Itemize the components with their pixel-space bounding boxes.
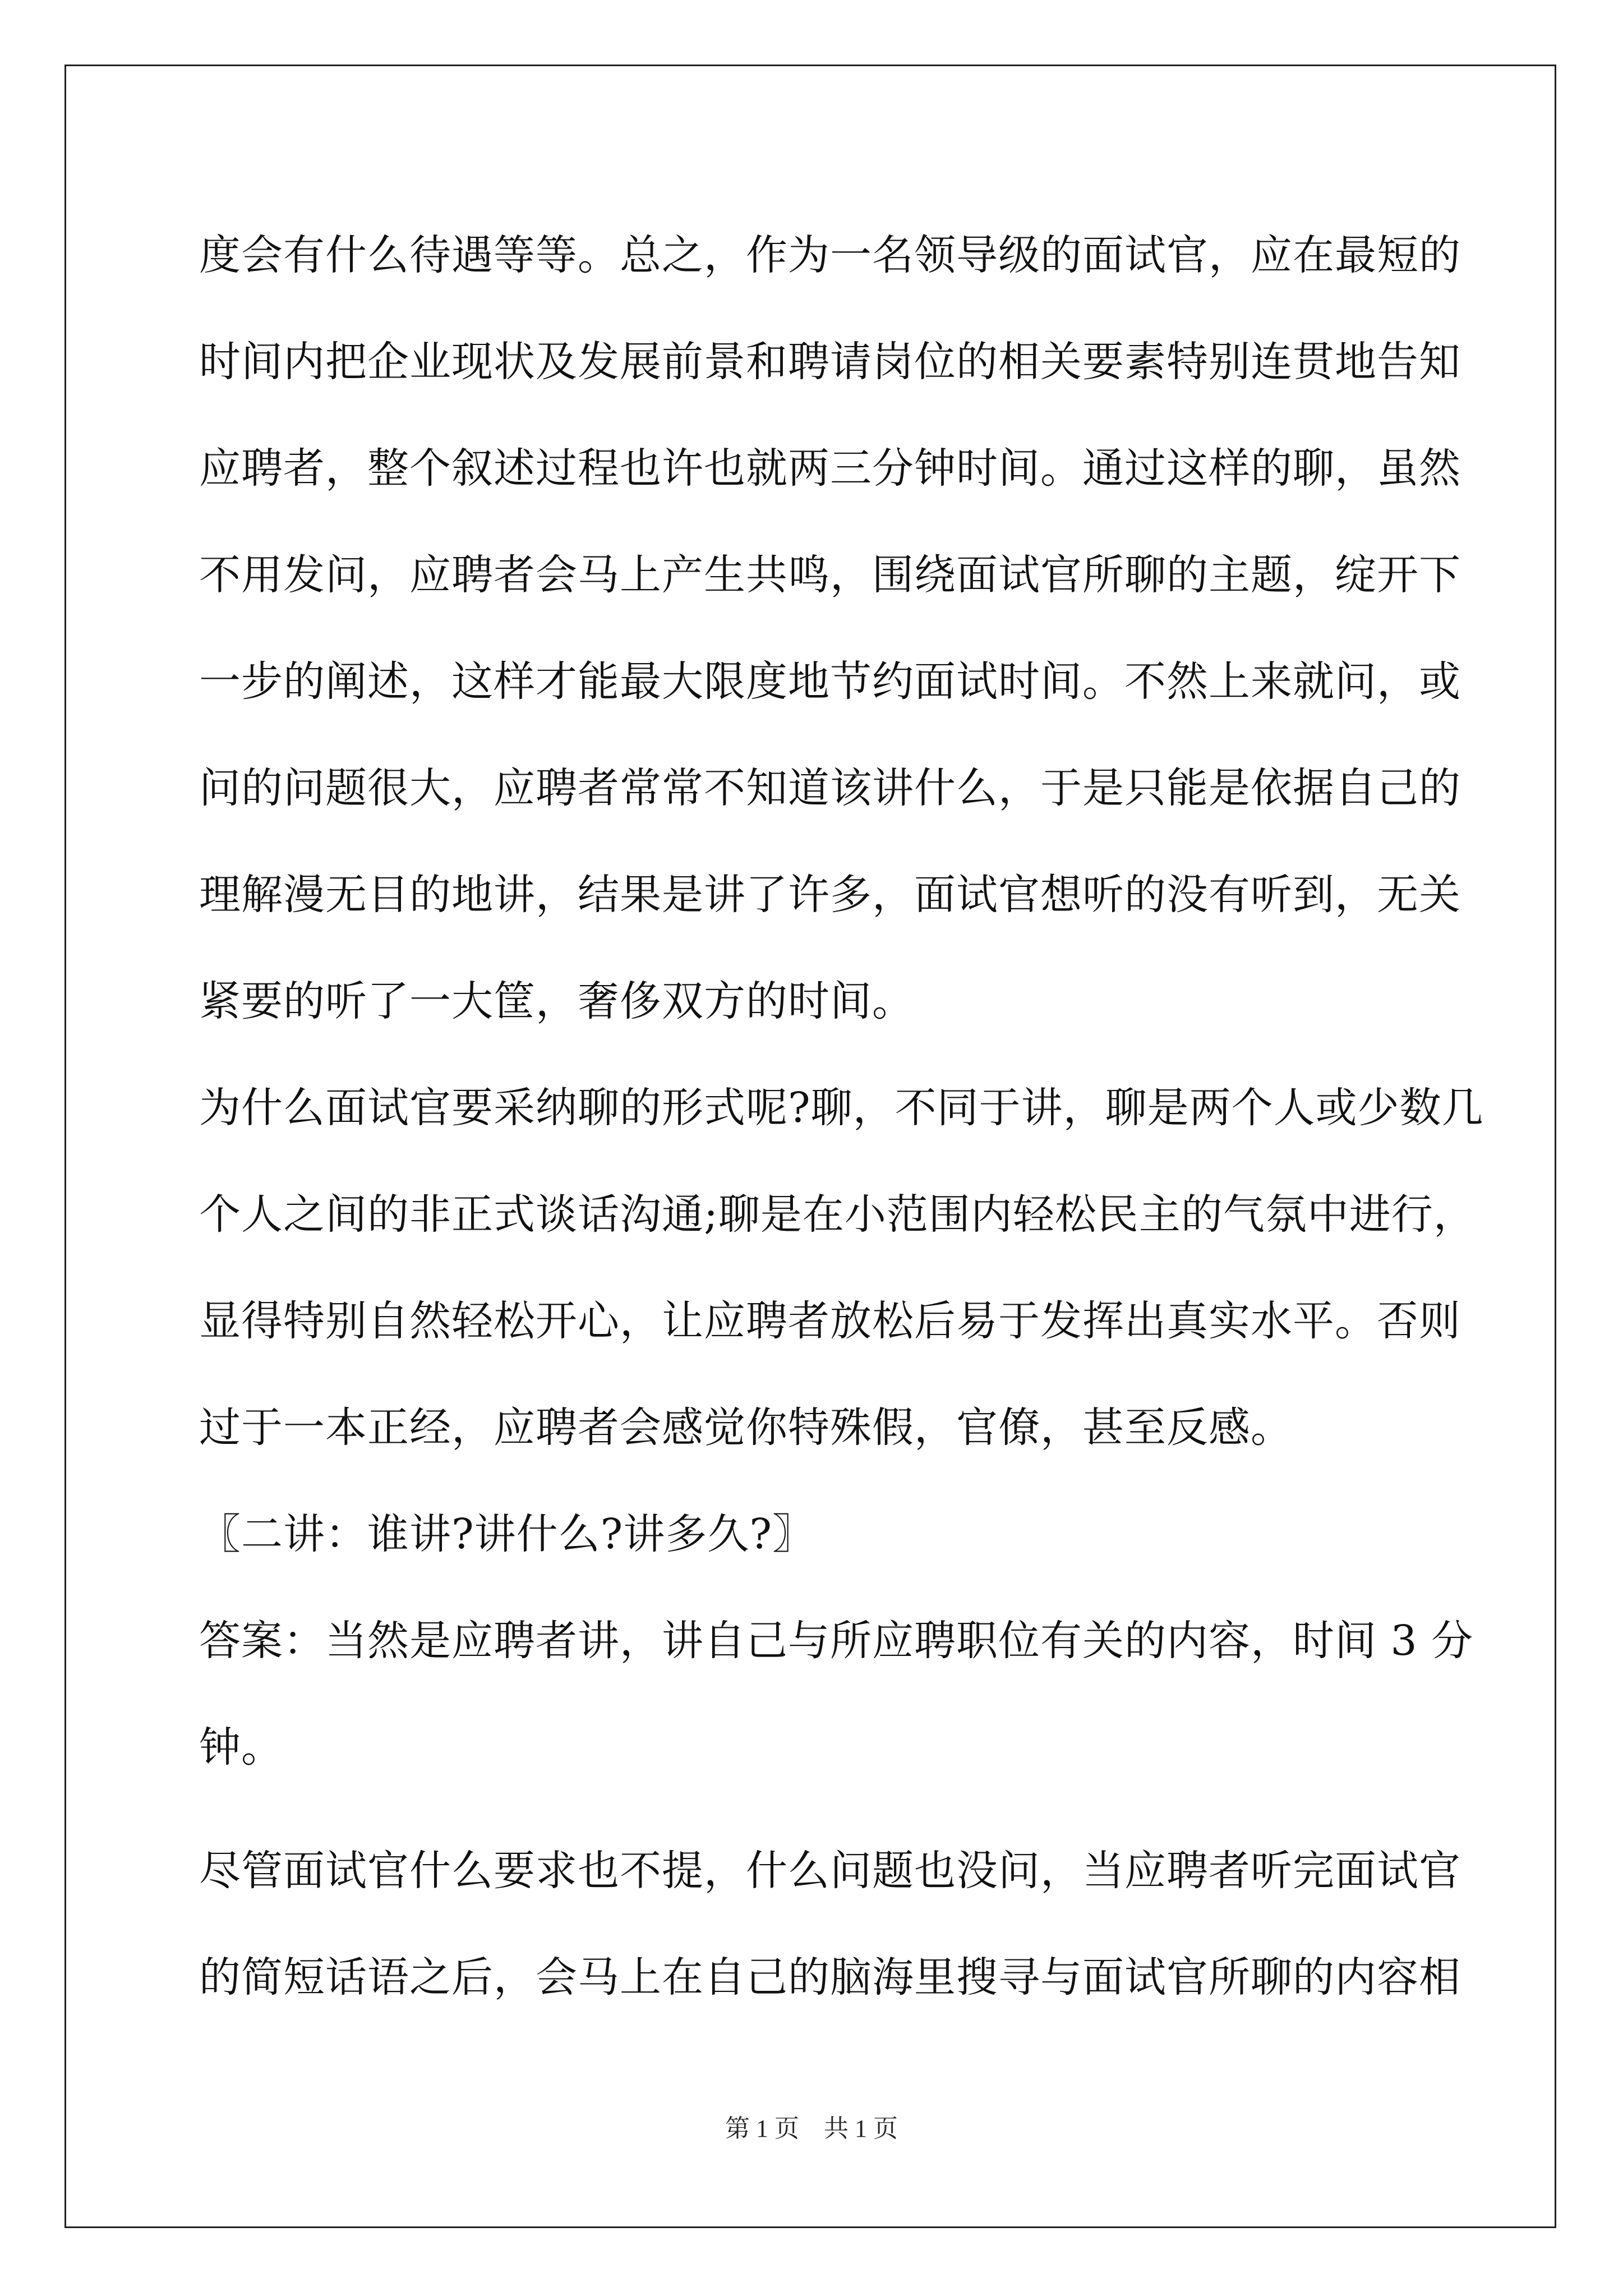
text-line: 显得特别自然轻松开心，让应聘者放松后易于发挥出真实水平。否则 (199, 1297, 1461, 1345)
text-line: 个人之间的非正式谈话沟通;聊是在小范围内轻松民主的气氛中进行， (199, 1190, 1476, 1239)
text-line: 时间内把企业现状及发展前景和聘请岗位的相关要素特别连贯地告知 (199, 338, 1461, 386)
text-line: 钟。 (199, 1723, 283, 1772)
document-body (199, 202, 1484, 2031)
text-line: 一步的阐述，这样才能最大限度地节约面试时间。不然上来就问，或 (199, 657, 1461, 706)
text-line: 问的问题很大，应聘者常常不知道该讲什么，于是只能是依据自己的 (199, 764, 1461, 812)
text-line: 度会有什么待遇等等。总之，作为一名领导级的面试官，应在最短的 (199, 231, 1461, 279)
text-line: 理解漫无目的地讲，结果是讲了许多，面试官想听的没有听到，无关 (199, 871, 1461, 919)
text-line: 过于一本正经，应聘者会感觉你特殊假，官僚，甚至反感。 (199, 1404, 1293, 1452)
text-line: 不用发问，应聘者会马上产生共鸣，围绕面试官所聊的主题，绽开下 (199, 551, 1461, 599)
text-line: 尽管面试官什么要求也不提，什么问题也没问，当应聘者听完面试官 (199, 1847, 1461, 1895)
section-heading: 〖二讲：谁讲?讲什么?讲多久?〗 (199, 1510, 815, 1558)
text-line: 应聘者，整个叙述过程也许也就两三分钟时间。通过这样的聊，虽然 (199, 444, 1461, 493)
text-line: 为什么面试官要采纳聊的形式呢?聊，不同于讲，聊是两个人或少数几 (199, 1084, 1484, 1132)
text-line: 紧要的听了一大筐，奢侈双方的时间。 (199, 977, 914, 1025)
text-line: 的简短话语之后，会马上在自己的脑海里搜寻与面试官所聊的内容相 (199, 1953, 1461, 2001)
page-number: 第 1 页 共 1 页 (725, 2115, 898, 2142)
text-line: 答案：当然是应聘者讲，讲自己与所应聘职位有关的内容，时间 3 分 (199, 1617, 1474, 1665)
